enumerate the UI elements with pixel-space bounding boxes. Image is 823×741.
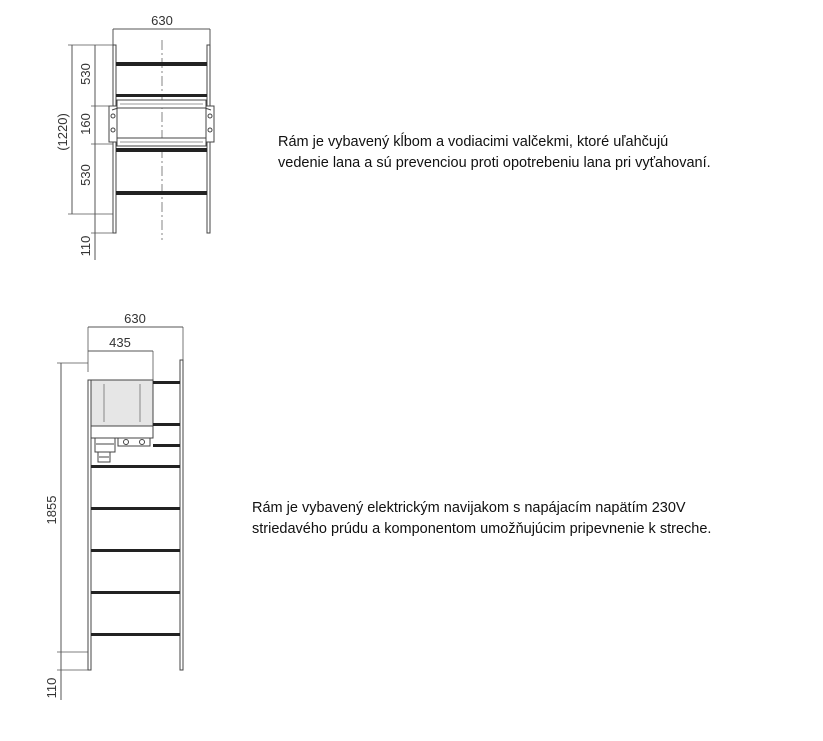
segment-height-label: 530	[78, 63, 93, 85]
rung	[91, 549, 180, 552]
rung	[91, 465, 180, 468]
rung	[91, 591, 180, 594]
segment-height-label: 530	[78, 164, 93, 186]
left-hinge	[109, 106, 117, 142]
caption-line: striedavého prúdu a komponentom umožňujúcim pripevnenie k streche.	[252, 521, 712, 537]
height-dimension-label: 1855	[44, 495, 59, 525]
winch-motor	[91, 426, 153, 438]
right-rail	[180, 360, 183, 670]
rung	[153, 423, 180, 426]
caption-line: Rám je vybavený elektrickým navijakom s napájacím napätím 230V	[252, 500, 686, 516]
rung	[91, 507, 180, 510]
total-height-label: (1220)	[55, 113, 70, 151]
electric-winch	[91, 380, 153, 462]
caption-line: Rám je vybavený kĺbom a vodiacimi valčekmi, ktoré uľahčujú	[278, 134, 669, 150]
segment-height-label: 110	[78, 235, 93, 257]
winch-frame-drawing	[44, 311, 183, 700]
hinge-description	[278, 132, 711, 174]
right-hinge	[206, 106, 214, 142]
hinge-roller-assembly	[109, 100, 214, 146]
bottom-offset-label: 110	[44, 677, 59, 699]
winch-housing	[91, 380, 153, 426]
rung	[116, 94, 207, 97]
rung	[91, 633, 180, 636]
winch-description	[252, 498, 711, 540]
winch-width-dimension-label: 435	[109, 335, 131, 350]
rung	[116, 148, 207, 152]
rung	[116, 191, 207, 195]
rung	[153, 381, 180, 384]
width-dimension-label: 630	[151, 13, 173, 28]
segment-height-label: 160	[78, 113, 93, 135]
rung	[153, 444, 180, 447]
rung	[116, 62, 207, 66]
hinged-frame-drawing	[55, 13, 214, 260]
caption-line: vedenie lana a sú prevenciou proti opotrebeniu lana pri vyťahovaní.	[278, 155, 711, 171]
width-dimension-label: 630	[124, 311, 146, 326]
